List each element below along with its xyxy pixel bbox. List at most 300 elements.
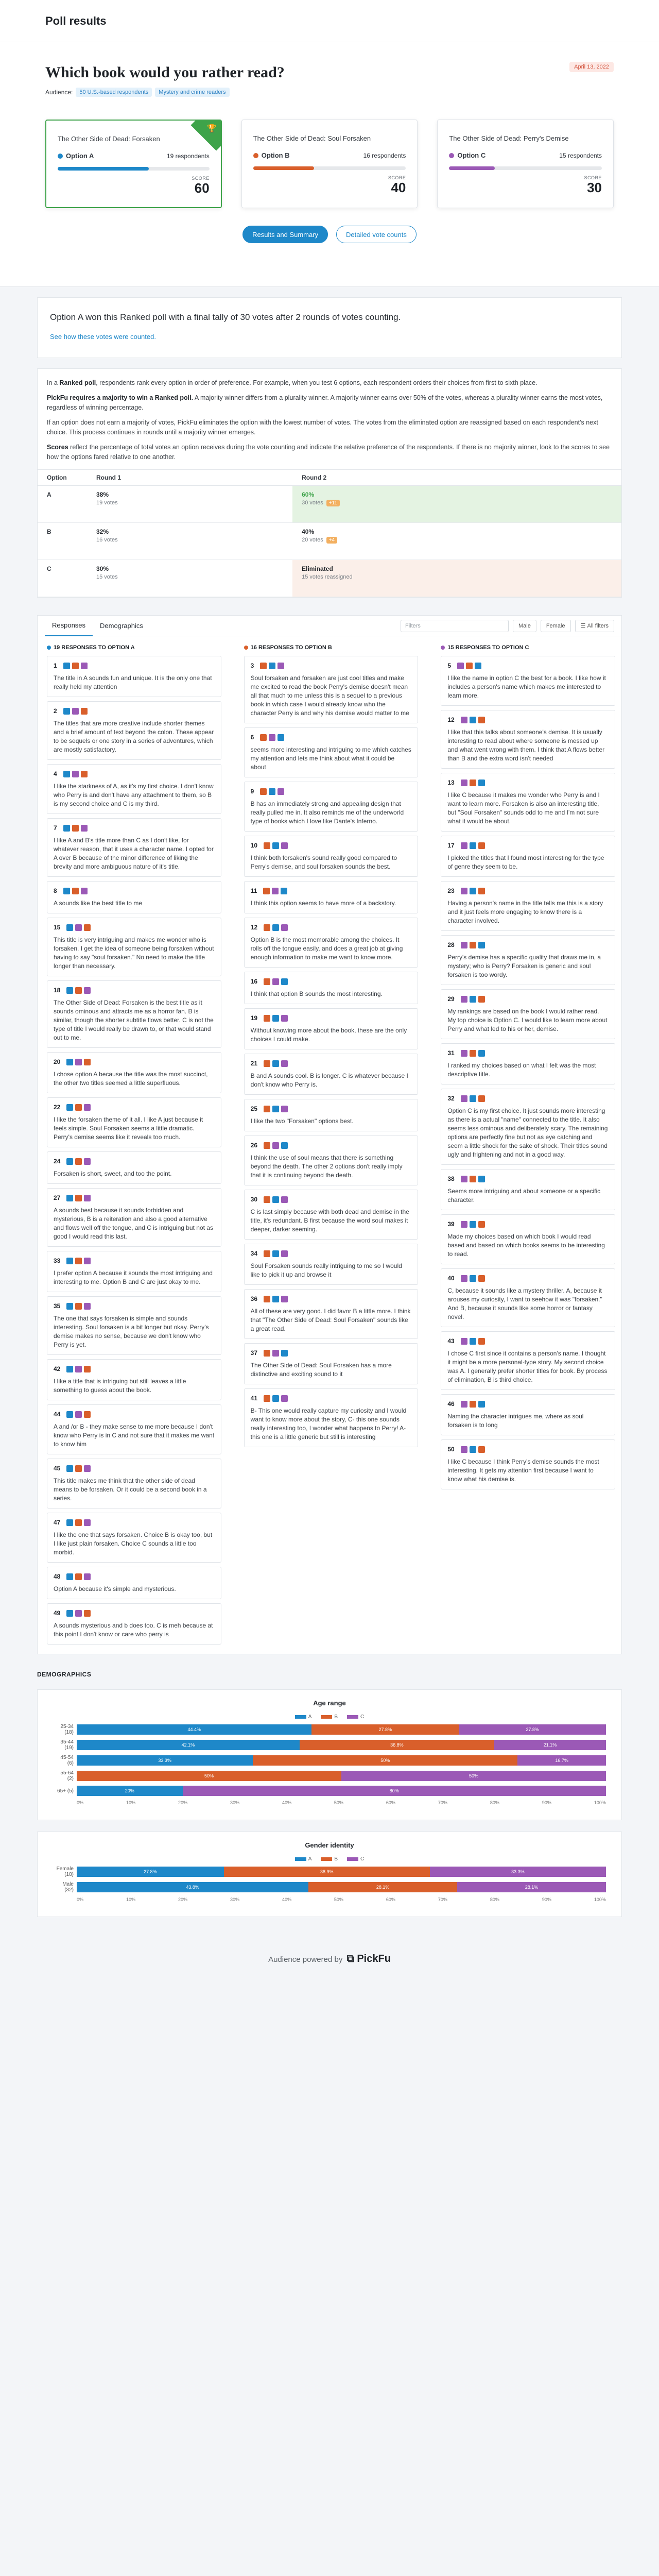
bar-track [77, 1771, 606, 1781]
response-card[interactable] [244, 1244, 419, 1285]
legend-swatch [321, 1715, 332, 1719]
response-text: Seems more intriguing and about someone or a specific character. [447, 1188, 601, 1204]
response-meta [251, 923, 412, 932]
response-text: Perry's demise has a specific quality that draws me in, a mystery; who is Perry? Forsaken is generic and soul forsaken is too wordy. [447, 954, 601, 978]
rank-chip [84, 1158, 91, 1165]
rank-chip [84, 1610, 91, 1617]
response-text: Soul forsaken and forsaken are just cool titles and make me excited to read the book Perry's demise doesn't mean all that much to me unless this is a sequel to a previous book in which case I would already know who the character Perry is and why his demise would matter to me [250, 674, 409, 717]
rank-chip [461, 1221, 467, 1228]
axis-tick: 20% [178, 1897, 187, 1902]
responses-header [38, 616, 621, 636]
tab-results-summary[interactable]: Results and Summary [242, 226, 328, 243]
rank-chip [81, 708, 88, 715]
response-card[interactable] [244, 1008, 419, 1049]
round-1-pct: 30% [96, 565, 109, 572]
response-card[interactable] [47, 1052, 221, 1093]
response-meta [251, 662, 412, 670]
response-meta [54, 662, 215, 670]
bar-track [77, 1755, 606, 1766]
response-meta [54, 1302, 215, 1311]
col-round-1: Round 1 [87, 470, 292, 486]
rank-chip [66, 1573, 73, 1580]
see-vote-count-link[interactable]: See how these votes were counted. [50, 333, 156, 341]
response-card[interactable] [244, 1343, 419, 1384]
rank-chip [260, 788, 267, 795]
response-card[interactable] [441, 881, 615, 931]
rank-chip [461, 842, 467, 849]
response-card[interactable] [47, 656, 221, 697]
response-card[interactable] [47, 918, 221, 976]
rank-chip [272, 1060, 279, 1067]
x-axis [77, 1800, 606, 1805]
round-2-votes: 15 votes reassigned [302, 574, 353, 580]
response-text: I like A and B's title more than C as I don't like, for whatever reason, that it uses a character name. I opted for A over B because of the minor difference of liking the brevity and more ambiguous nature of it's title. [54, 837, 214, 870]
rank-chip [478, 842, 485, 849]
response-meta [447, 1094, 609, 1103]
response-card[interactable] [441, 656, 615, 706]
rank-chip [72, 708, 79, 715]
response-card[interactable] [47, 881, 221, 913]
response-text: B and A sounds cool. B is longer. C is whatever because I don't know who Perry is. [250, 1072, 408, 1088]
respondent-id: 7 [54, 824, 57, 832]
rank-chip [66, 924, 73, 931]
respondent-id: 45 [54, 1465, 61, 1472]
response-text: I like a title that is intriguing but still leaves a little something to guess about the book. [54, 1378, 186, 1394]
axis-tick: 100% [594, 1800, 606, 1805]
rank-chip [470, 1095, 476, 1102]
bar-segment: 27.8% [459, 1724, 606, 1735]
bar-label: 55-64 (2) [60, 1770, 74, 1782]
rank-chip [281, 924, 288, 931]
rank-chip [272, 1106, 279, 1112]
rank-chip [75, 1303, 82, 1310]
response-meta [251, 787, 412, 796]
response-card[interactable] [441, 1394, 615, 1435]
response-meta [54, 1464, 215, 1473]
rank-chip [263, 888, 270, 894]
rank-chip [478, 1176, 485, 1182]
rank-chip [281, 888, 287, 894]
response-meta [447, 1274, 609, 1283]
response-meta [54, 1518, 215, 1527]
response-text: I think the use of soul means that there is something beyond the death. The other 2 options don't really imply that it is continuing beyond the death. [250, 1154, 403, 1179]
respondent-id: 39 [447, 1221, 455, 1228]
round-1-cell [87, 523, 292, 560]
rank-chip [461, 1338, 467, 1345]
audience-label: Audience: [45, 89, 73, 96]
rank-chip [281, 1395, 288, 1402]
col-option: Option [38, 470, 87, 486]
rank-chip [66, 1104, 73, 1111]
response-text: I like the two "Forsaken" options best. [250, 1117, 354, 1125]
round-1-votes: 19 votes [96, 500, 118, 506]
response-card[interactable] [47, 701, 221, 760]
tab-responses[interactable]: Responses [45, 616, 93, 636]
rank-chip [84, 1411, 91, 1418]
response-meta [54, 923, 215, 932]
rank-chip [281, 1250, 288, 1257]
respondent-id: 10 [250, 842, 258, 849]
response-meta [447, 662, 609, 670]
response-card[interactable] [244, 918, 419, 968]
respondent-id: 40 [447, 1275, 455, 1282]
respondent-id: 23 [447, 887, 455, 894]
rank-chip [84, 1573, 91, 1580]
audience-tag[interactable]: 50 U.S.-based respondents [76, 88, 152, 97]
rank-chip [75, 1059, 82, 1065]
respondent-id: 17 [447, 842, 455, 849]
rank-chip [264, 1196, 270, 1203]
respondent-id: 24 [54, 1158, 61, 1165]
rank-chip [272, 888, 279, 894]
response-card[interactable] [47, 1296, 221, 1355]
response-card[interactable] [47, 818, 221, 877]
rank-chip [66, 1519, 73, 1526]
bar-segment: 42.1% [77, 1740, 300, 1750]
response-card[interactable] [244, 1054, 419, 1095]
response-text: Option B is the most memorable among the choices. It rolls off the tongue easily, and does a great job at giving enough information to make me want to know more. [250, 936, 403, 961]
response-card[interactable] [441, 989, 615, 1039]
round-1-votes: 16 votes [96, 537, 118, 543]
rank-chip [470, 888, 476, 894]
rank-chip [75, 1195, 82, 1201]
rounds-table [38, 469, 621, 597]
rank-chip [272, 1015, 279, 1022]
response-card[interactable] [441, 1043, 615, 1084]
respondent-count: 15 respondents [559, 151, 602, 159]
tab-demographics[interactable]: Demographics [100, 622, 143, 630]
rank-chip [478, 1446, 485, 1453]
chart-legend [53, 1856, 606, 1862]
rounds-row [38, 560, 621, 597]
response-meta [54, 887, 215, 895]
rank-chip [264, 1106, 270, 1112]
rank-chip [84, 987, 91, 994]
legend-swatch [295, 1715, 306, 1719]
female-filter-button[interactable]: Female [541, 620, 571, 632]
filter-input[interactable]: Filters [401, 620, 509, 632]
response-text: The Other Side of Dead: Soul Forsaken has a more distinctive and exciting sound to it [250, 1362, 392, 1378]
rank-chip [470, 1338, 476, 1345]
respondent-id: 35 [54, 1302, 61, 1310]
rank-chip [63, 663, 70, 669]
response-card[interactable] [244, 881, 419, 913]
response-card[interactable] [244, 1099, 419, 1131]
response-card[interactable] [47, 1513, 221, 1563]
response-text: I like that this talks about someone's demise. It is usually interesting to read about where someone is messed up and what went wrong with them. I think that A flows better than B and the extra word isn't needed [447, 728, 605, 762]
rank-chip [470, 1050, 476, 1057]
rank-chip [278, 663, 284, 669]
option-color-dot [441, 646, 445, 650]
bar-segment: 27.8% [77, 1867, 224, 1877]
round-2-votes: 30 votes +11 [302, 500, 612, 506]
response-card[interactable] [244, 836, 419, 877]
bar-segment: 28.1% [308, 1882, 457, 1892]
bar-row [53, 1866, 606, 1877]
rank-chip [478, 1275, 485, 1282]
rank-chip [478, 1401, 485, 1408]
bar-track [77, 1867, 606, 1877]
response-column [47, 645, 221, 1649]
axis-tick: 60% [386, 1897, 395, 1902]
legend-swatch [347, 1857, 358, 1861]
respondent-id: 18 [54, 987, 61, 994]
rank-chip [461, 888, 467, 894]
response-card[interactable] [244, 782, 419, 832]
rank-chip [461, 942, 467, 948]
response-card[interactable] [441, 1214, 615, 1264]
response-card[interactable] [441, 773, 615, 832]
response-text: I picked the titles that I found most interesting for the type of genre they seem to be. [447, 854, 604, 870]
bar-row [53, 1755, 606, 1766]
option-card[interactable] [437, 120, 614, 208]
response-card[interactable] [441, 1268, 615, 1327]
rank-chip [281, 1060, 288, 1067]
axis-tick: 80% [490, 1897, 499, 1902]
rank-chip [264, 924, 270, 931]
rank-chip [75, 1104, 82, 1111]
rank-chip [264, 978, 270, 985]
response-card[interactable] [441, 710, 615, 769]
option-card[interactable] [45, 120, 222, 208]
response-card[interactable] [47, 1097, 221, 1147]
response-card[interactable] [244, 656, 419, 723]
rank-chip [281, 1196, 288, 1203]
rank-chip [264, 1060, 270, 1067]
bar-label: 65+ (5) [57, 1788, 74, 1794]
response-meta [54, 1257, 215, 1265]
response-text: I chose C first since it contains a person's name. I thought it might be a more personal-type story. My second choice was A. I generally prefer shorter titles for book. By process of elimination, B is third choice. [447, 1350, 608, 1383]
all-filters-button[interactable]: ☰ All filters [575, 620, 614, 632]
option-color-dot [253, 153, 258, 158]
response-columns [38, 636, 621, 1649]
rank-chip [84, 1366, 91, 1372]
respondent-id: 50 [447, 1446, 455, 1453]
axis-tick: 20% [178, 1800, 187, 1805]
response-meta [54, 770, 215, 778]
response-card[interactable] [47, 1151, 221, 1184]
round-1-pct: 38% [96, 491, 109, 498]
response-meta [251, 1394, 412, 1403]
response-card[interactable] [441, 1331, 615, 1390]
rank-chip [272, 842, 279, 849]
vote-change-badge: +4 [326, 537, 337, 544]
axis-tick: 30% [230, 1800, 239, 1805]
option-card[interactable] [241, 120, 418, 208]
response-text: Having a person's name in the title tells me this is a story and it just feels more engaging to know there is a character involved. [447, 900, 603, 924]
rank-chip [461, 1095, 467, 1102]
response-text: This title makes me think that the other side of dead means to be forsaken. Or it could be a second book in a series. [54, 1477, 207, 1502]
response-text: All of these are very good. I did favor B a little more. I think that "The Other Side of Dead: Soul Forsaken" sounds like a great read. [250, 1308, 411, 1332]
audience-tag[interactable]: Mystery and crime readers [155, 88, 229, 97]
response-card[interactable] [441, 1169, 615, 1210]
response-text: A sounds best because it sounds forbidden and mysterious, B is a reiteration and also a good alternative and flows well off the tongue, and C is intriguing but not as good I would read this last. [54, 1207, 213, 1240]
response-card[interactable] [441, 1439, 615, 1489]
rank-chip [81, 888, 88, 894]
row-option: B [38, 523, 87, 560]
footer-text: Audience powered by [268, 1955, 343, 1964]
rank-chip [264, 842, 270, 849]
response-card[interactable] [244, 972, 419, 1004]
response-text: I think this option seems to have more of a backstory. [250, 900, 396, 907]
rank-chip [281, 978, 288, 985]
response-meta [251, 1349, 412, 1358]
ranked-explanation: In a Ranked poll, respondents rank every option in order of preference. For example, when you test 6 options, each respondent orders their choices from first to sixth place. PickFu requires a majority to win a Ranked poll. A majority winner differs from a plurality winner. A majority winner earns over 50% of the votes, whereas a plurality winner earns the most votes, regardless of winning percentage. If an option does not earn a majority of votes, PickFu eliminates the option with the lowest number of votes. The votes from the eliminated option are reassigned based on each respondent's next choice. This process continues in rounds until a majority winner emerges. Scores reflect the percentage of total votes an option receives during the vote counting and indicate the relative preference of the respondents. If there is no majority winner, look to the scores to see how the options fared relative to one another. [47, 379, 610, 461]
response-card[interactable] [47, 1603, 221, 1645]
response-card[interactable] [441, 836, 615, 877]
rank-chip [75, 1158, 82, 1165]
summary-panel [37, 297, 622, 358]
legend-item [295, 1714, 312, 1720]
respondent-count: 16 respondents [363, 151, 406, 159]
bar-label: 35-44 (19) [60, 1739, 74, 1751]
respondent-id: 42 [54, 1365, 61, 1372]
trophy-icon: 🏆 [207, 124, 217, 133]
rank-chip [272, 978, 279, 985]
axis-tick: 70% [438, 1897, 447, 1902]
bar-segment: 36.8% [300, 1740, 494, 1750]
rounds-row [38, 523, 621, 560]
option-label [449, 151, 485, 159]
response-card[interactable] [441, 1089, 615, 1165]
bar-track [77, 1786, 606, 1796]
rank-chip [478, 888, 485, 894]
respondent-id: 5 [447, 662, 452, 669]
option-meta [253, 151, 406, 159]
response-card[interactable] [47, 1567, 221, 1599]
rank-chip [264, 1350, 270, 1357]
column-header [441, 645, 615, 651]
response-meta [54, 986, 215, 995]
response-card[interactable] [244, 1136, 419, 1185]
rank-chip [84, 1104, 91, 1111]
response-meta [251, 1195, 412, 1204]
response-card[interactable] [47, 764, 221, 814]
rank-chip [461, 1050, 467, 1057]
demographic-chart [37, 1689, 622, 1820]
legend-item [321, 1714, 338, 1720]
footer [0, 1953, 659, 1986]
response-column [244, 645, 419, 1649]
rank-chip [81, 663, 88, 669]
response-card[interactable] [47, 1359, 221, 1400]
respondent-id: 49 [54, 1609, 61, 1617]
response-meta [251, 733, 412, 742]
response-card[interactable] [47, 1404, 221, 1454]
bar-segment: 28.1% [457, 1882, 606, 1892]
rank-chip [84, 1519, 91, 1526]
option-label [58, 152, 94, 160]
response-meta [54, 824, 215, 833]
respondent-id: 31 [447, 1049, 455, 1057]
response-card[interactable] [47, 980, 221, 1048]
option-label [253, 151, 290, 159]
axis-tick: 10% [126, 1897, 135, 1902]
bar-track [77, 1740, 606, 1750]
respondent-id: 20 [54, 1058, 61, 1065]
bar-segment: 43.8% [77, 1882, 308, 1892]
rank-chip [478, 1338, 485, 1345]
response-text: Option C is my first choice. It just sounds more interesting as there is a actual "name" connected to the title. It also seems less ominous and deliberately scary. The remaining options are perfectly fine but not as eye catching and seem a little shock for the sake of shock. Their titles sound ugly and frightening and not in a good way. [447, 1107, 608, 1158]
response-text: I like C because it makes me wonder who Perry is and I want to learn more. Forsaken is also an interesting title, but "Soul Forsaken" sounds odd to me and I'm not sure what it would be about. [447, 791, 600, 825]
response-card[interactable] [47, 1459, 221, 1509]
rank-chip [75, 1573, 82, 1580]
legend-swatch [347, 1715, 358, 1719]
axis-tick: 40% [282, 1897, 291, 1902]
round-2-pct: Eliminated [302, 565, 333, 572]
response-card[interactable] [244, 1388, 419, 1447]
rank-chip [475, 663, 481, 669]
respondent-id: 12 [447, 716, 455, 723]
rank-chip [264, 1296, 270, 1302]
respondent-id: 2 [54, 707, 57, 715]
rank-chip [264, 1250, 270, 1257]
response-text: Made my choices based on which book I would read based and based on which books seems to be interesting to read. [447, 1233, 605, 1258]
legend-swatch [321, 1857, 332, 1861]
vote-change-badge: +11 [326, 500, 340, 506]
bar-segment: 50% [77, 1771, 341, 1781]
response-text: The Other Side of Dead: Forsaken is the best title as it sounds ominous and attracts me as a horror fan. B is similar, though the shorter subtitle flows better. C is not the type of title I would really be drawn to, or that would stand out to me. [54, 999, 214, 1041]
rank-chip [75, 1366, 82, 1372]
axis-tick: 100% [594, 1897, 606, 1902]
rank-chip [84, 924, 91, 931]
respondent-id: 48 [54, 1573, 61, 1580]
rank-chip [66, 1411, 73, 1418]
response-card[interactable] [47, 1188, 221, 1247]
tab-detailed-vote-counts[interactable]: Detailed vote counts [336, 226, 417, 243]
response-card[interactable] [47, 1251, 221, 1292]
rank-chip [66, 1610, 73, 1617]
page-title: Poll results [45, 14, 107, 27]
rank-chip [63, 825, 70, 832]
round-2-cell [292, 486, 621, 523]
response-text: Forsaken is short, sweet, and too the point. [54, 1170, 172, 1177]
response-text: I like the name in option C the best for a book. I like how it includes a person's name which makes me interested to learn more. [447, 674, 606, 699]
response-card[interactable] [244, 727, 419, 777]
respondent-id: 25 [250, 1105, 258, 1112]
response-card[interactable] [441, 935, 615, 985]
rank-chip [478, 1221, 485, 1228]
respondent-id: 8 [54, 887, 57, 894]
respondent-id: 19 [250, 1014, 258, 1022]
response-card[interactable] [244, 1190, 419, 1240]
bar-segment: 27.8% [311, 1724, 459, 1735]
rank-chip [66, 1465, 73, 1472]
rank-chip [75, 1610, 82, 1617]
legend-label: C [360, 1856, 365, 1862]
column-header-text: 15 RESPONSES TO OPTION C [447, 645, 529, 651]
response-card[interactable] [244, 1289, 419, 1339]
score-value: 40 [391, 180, 406, 195]
rank-chip [81, 825, 88, 832]
rank-chip [72, 771, 79, 777]
rank-chip [470, 1176, 476, 1182]
poll-hero [0, 42, 659, 287]
ranked-results-panel [37, 368, 622, 598]
male-filter-button[interactable]: Male [513, 620, 536, 632]
legend-label: B [334, 1714, 338, 1720]
rank-chip [72, 663, 79, 669]
legend-label: B [334, 1856, 338, 1862]
score-bar-fill [449, 166, 495, 170]
score [253, 175, 406, 195]
rank-chip [269, 734, 275, 741]
respondent-id: 26 [250, 1142, 258, 1149]
rank-chip [272, 1196, 279, 1203]
column-header [244, 645, 419, 651]
option-color-dot [244, 646, 248, 650]
bar-segment: 44.4% [77, 1724, 311, 1735]
